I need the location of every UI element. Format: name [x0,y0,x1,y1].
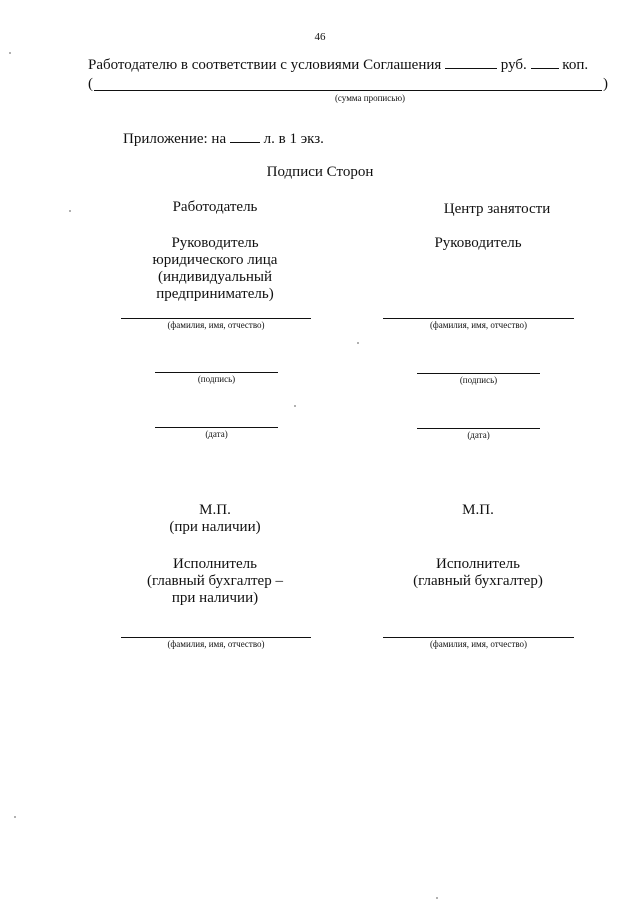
employer-name-caption: (фамилия, имя, отчество) [167,320,265,330]
employer-date-rule [155,427,278,428]
scan-speck [357,342,359,344]
employment-center-executor-line: Исполнитель [436,556,520,572]
employment-center-title: Центр занятости [443,201,551,217]
open-paren: ( [88,76,93,92]
rub-label: руб. [500,57,527,73]
employment-center-signature-rule [417,373,540,374]
employment-center-signature-caption: (подпись) [459,375,498,385]
employment-center-executor-name-caption: (фамилия, имя, отчество) [429,639,528,649]
employment-center-head-block [383,235,573,252]
close-paren: ) [603,76,608,92]
payment-line-text: Работодателю в соответствии с условиями Соглашения [88,57,442,73]
kop-label: коп. [562,57,589,73]
employer-executor-block [110,556,320,607]
amount-rule [94,90,602,91]
employment-center-head-line: Руководитель [434,235,522,251]
payment-line [88,56,610,74]
employment-center-date-rule [417,428,540,429]
employer-seal-line: М.П. [199,502,231,518]
employer-title: Работодатель [172,199,258,215]
scan-speck [14,816,16,818]
employer-head-block [120,235,310,303]
employer-seal-block [120,502,310,536]
employer-seal-line: (при наличии) [169,519,261,535]
scan-speck [9,52,11,54]
employer-executor-name-rule [121,637,311,638]
employment-center-executor-name-rule [383,637,574,638]
employer-head-line: (индивидуальный [157,269,272,285]
amount-in-words-line [88,76,608,94]
scan-speck [436,897,438,899]
employment-center-seal-line: М.П. [462,502,494,518]
employer-head-line: Руководитель [171,235,259,251]
employment-center-date-caption: (дата) [467,430,490,440]
employer-date-caption: (дата) [205,429,228,439]
appendix-prefix: Приложение: на [123,131,227,147]
employer-head-line: юридического лица [152,252,278,268]
rub-blank [445,56,497,69]
appendix-suffix: л. в 1 экз. [263,131,324,147]
scan-speck [69,210,71,212]
employment-center-name-rule [383,318,574,319]
employer-executor-line: (главный бухгалтер – [147,573,283,589]
amount-caption: (сумма прописью) [334,93,406,103]
signatures-title: Подписи Сторон [266,164,374,180]
employer-executor-name-caption: (фамилия, имя, отчество) [167,639,265,649]
employer-executor-line: Исполнитель [173,556,257,572]
employment-center-executor-block [383,556,573,590]
employer-name-rule [121,318,311,319]
employment-center-seal-block [383,502,573,519]
kop-blank [531,56,559,69]
employer-signature-rule [155,372,278,373]
employer-head-line: предприниматель) [156,286,274,302]
employer-signature-caption: (подпись) [197,374,236,384]
appendix-line [123,130,324,148]
employment-center-executor-line: (главный бухгалтер) [413,573,543,589]
scan-speck [294,405,296,407]
pages-blank [230,130,260,143]
employer-executor-line: при наличии) [171,590,259,606]
page-number: 46 [314,31,326,43]
employment-center-name-caption: (фамилия, имя, отчество) [429,320,528,330]
